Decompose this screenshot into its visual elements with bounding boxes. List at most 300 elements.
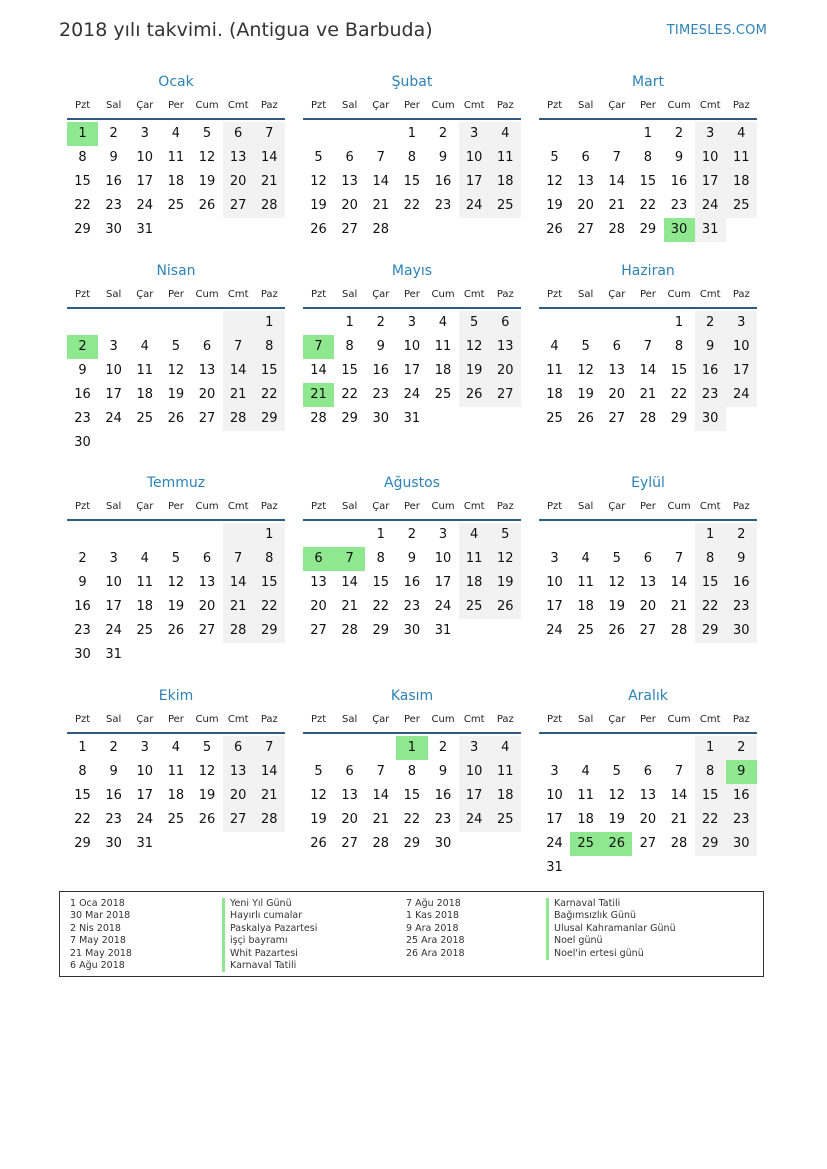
holiday-name: Paskalya Pazartesi <box>222 923 317 935</box>
empty-day-cell <box>334 122 365 146</box>
day-cell: 11 <box>459 547 490 571</box>
day-cell: 15 <box>695 784 726 808</box>
empty-day-cell <box>459 218 490 242</box>
day-cell: 7 <box>376 764 385 779</box>
weekday-label: Per <box>403 714 420 725</box>
day-cell: 11 <box>490 146 521 170</box>
day-cell: 21 <box>223 595 254 619</box>
empty-day-cell <box>539 122 570 146</box>
day-cell: 23 <box>670 198 688 213</box>
empty-day-cell <box>223 311 254 335</box>
day-cell: 24 <box>459 194 490 218</box>
empty-day-cell <box>664 736 695 760</box>
weekday-header <box>67 94 285 120</box>
empty-day-cell <box>67 311 98 335</box>
weekday-label: Per <box>639 100 656 111</box>
empty-day-cell <box>223 431 254 455</box>
day-cell: 3 <box>550 764 559 779</box>
day-cell: 13 <box>223 760 254 784</box>
day-cell: 27 <box>639 623 657 638</box>
day-cell: 4 <box>726 122 757 146</box>
month-block <box>303 259 521 431</box>
site-link[interactable]: TIMESLES.COM <box>666 23 767 38</box>
weekday-label: Pzt <box>310 100 327 111</box>
legend-names-col-1 <box>222 898 317 972</box>
day-cell: 9 <box>78 575 87 590</box>
day-cell: 22 <box>695 808 726 832</box>
day-cell: 10 <box>695 146 726 170</box>
weekday-label: Paz <box>732 501 750 512</box>
day-cell: 18 <box>577 812 594 827</box>
day-cell: 29 <box>74 222 91 237</box>
weekday-label: Pzt <box>74 714 91 725</box>
weekday-label: Cum <box>431 289 455 300</box>
holiday-date: 30 Mar 2018 <box>70 910 131 922</box>
day-cell: 9 <box>726 760 757 784</box>
day-cell: 13 <box>223 146 254 170</box>
week-row <box>303 359 521 383</box>
empty-day-cell <box>303 523 334 547</box>
day-cell: 18 <box>577 599 594 614</box>
day-cell: 2 <box>695 311 726 335</box>
weekday-header <box>67 708 285 734</box>
day-cell: 29 <box>341 411 358 426</box>
day-cell: 24 <box>105 623 122 638</box>
day-cell: 28 <box>608 222 626 237</box>
day-cell: 15 <box>254 359 285 383</box>
day-cell: 29 <box>695 832 726 856</box>
week-row <box>539 383 757 407</box>
empty-day-cell <box>570 523 601 547</box>
day-cell: 8 <box>376 551 385 566</box>
day-cell: 18 <box>726 170 757 194</box>
weekday-label: Paz <box>260 501 278 512</box>
day-cell: 13 <box>577 174 594 189</box>
month-name: Eylül <box>631 475 665 491</box>
week-row <box>67 359 285 383</box>
day-cell: 24 <box>136 198 154 213</box>
day-cell: 7 <box>376 150 385 165</box>
holiday-name: Karnaval Tatili <box>546 898 676 910</box>
day-cell: 10 <box>546 788 563 803</box>
empty-day-cell <box>129 431 160 455</box>
day-cell: 20 <box>223 170 254 194</box>
empty-day-cell <box>254 832 285 856</box>
day-cell: 21 <box>372 812 390 827</box>
day-cell: 23 <box>434 812 452 827</box>
empty-day-cell <box>334 523 365 547</box>
day-cell: 17 <box>136 174 154 189</box>
empty-day-cell <box>192 832 223 856</box>
day-cell: 4 <box>140 339 149 354</box>
weekday-label: Çar <box>608 289 626 300</box>
day-cell: 12 <box>459 335 490 359</box>
day-cell: 18 <box>136 387 154 402</box>
holiday-name: Noel'in ertesi günü <box>546 948 676 960</box>
weekday-label: Çar <box>136 501 154 512</box>
holiday-name: Karnaval Tatili <box>222 960 317 972</box>
empty-day-cell <box>160 218 191 242</box>
legend-names-col-2 <box>546 898 676 960</box>
day-cell: 21 <box>639 387 657 402</box>
day-cell: 15 <box>254 571 285 595</box>
day-cell: 5 <box>314 764 323 779</box>
empty-day-cell <box>601 736 632 760</box>
day-cell: 4 <box>459 523 490 547</box>
day-cell: 6 <box>202 339 212 354</box>
day-cell: 27 <box>577 222 594 237</box>
day-cell: 3 <box>550 551 559 566</box>
week-row <box>67 736 285 760</box>
day-cell: 18 <box>459 571 490 595</box>
empty-day-cell <box>98 523 129 547</box>
week-row <box>67 784 285 808</box>
week-row <box>67 170 285 194</box>
empty-day-cell <box>98 431 129 455</box>
day-cell: 13 <box>341 788 358 803</box>
empty-day-cell <box>459 619 490 643</box>
day-cell: 14 <box>372 788 390 803</box>
day-cell: 22 <box>403 812 421 827</box>
day-cell: 8 <box>78 150 87 165</box>
day-cell: 20 <box>341 812 358 827</box>
day-cell: 11 <box>726 146 757 170</box>
holiday-name: Ulusal Kahramanlar Günü <box>546 923 676 935</box>
empty-day-cell <box>428 218 459 242</box>
day-cell: 21 <box>223 383 254 407</box>
day-cell: 16 <box>726 784 757 808</box>
weekday-label: Paz <box>260 100 278 111</box>
day-cell: 21 <box>670 599 688 614</box>
day-cell: 14 <box>670 575 688 590</box>
day-cell: 25 <box>459 595 490 619</box>
empty-day-cell <box>490 218 521 242</box>
weekday-header <box>539 94 757 120</box>
day-cell: 1 <box>376 527 385 542</box>
day-cell: 23 <box>695 383 726 407</box>
weekday-label: Per <box>639 501 656 512</box>
day-cell: 22 <box>639 198 657 213</box>
day-cell: 8 <box>695 760 726 784</box>
week-row <box>303 595 521 619</box>
day-cell: 5 <box>202 740 212 755</box>
day-cell: 17 <box>459 784 490 808</box>
holiday-date: 7 Ağu 2018 <box>406 898 461 909</box>
day-cell: 25 <box>167 812 185 827</box>
day-cell: 24 <box>434 599 452 614</box>
day-cell: 1 <box>643 126 653 141</box>
month-name: Temmuz <box>146 475 206 491</box>
day-cell: 17 <box>434 575 452 590</box>
day-cell: 19 <box>167 387 185 402</box>
day-cell: 11 <box>136 363 154 378</box>
empty-day-cell <box>254 643 285 667</box>
day-cell: 30 <box>434 836 452 851</box>
weekday-header <box>539 708 757 734</box>
day-cell: 27 <box>341 836 358 851</box>
week-row <box>539 407 757 431</box>
week-row <box>539 146 757 170</box>
weekday-label: Cum <box>195 289 219 300</box>
weekday-label: Per <box>403 501 420 512</box>
day-cell: 19 <box>310 198 327 213</box>
week-row <box>303 760 521 784</box>
day-cell: 23 <box>74 623 91 638</box>
weekday-label: Sal <box>578 100 594 111</box>
day-cell: 29 <box>639 222 657 237</box>
day-cell: 10 <box>459 760 490 784</box>
empty-day-cell <box>664 856 695 880</box>
empty-day-cell <box>539 311 570 335</box>
day-cell: 12 <box>577 363 594 378</box>
month-block <box>303 471 521 643</box>
day-cell: 8 <box>674 339 684 354</box>
day-cell: 22 <box>695 595 726 619</box>
day-cell: 6 <box>345 764 354 779</box>
day-cell: 21 <box>254 170 285 194</box>
weekday-label: Cmt <box>227 100 249 111</box>
day-cell: 22 <box>341 387 358 402</box>
weekday-label: Per <box>639 289 656 300</box>
week-row <box>539 547 757 571</box>
weekday-label: Cum <box>431 714 455 725</box>
day-cell: 31 <box>695 218 726 242</box>
day-cell: 27 <box>223 808 254 832</box>
week-row <box>303 335 521 359</box>
day-cell: 23 <box>74 411 91 426</box>
weekday-label: Çar <box>136 714 154 725</box>
day-cell: 16 <box>74 599 91 614</box>
weekday-label: Per <box>167 714 184 725</box>
day-cell: 15 <box>403 174 421 189</box>
day-cell: 19 <box>198 174 216 189</box>
month-block <box>539 70 757 242</box>
day-cell: 22 <box>254 595 285 619</box>
week-row <box>539 760 757 784</box>
weekday-header <box>539 283 757 309</box>
day-cell: 26 <box>167 623 185 638</box>
day-cell: 16 <box>695 359 726 383</box>
month-name: Ekim <box>158 688 194 704</box>
day-cell: 2 <box>726 736 757 760</box>
day-cell: 16 <box>434 788 452 803</box>
day-cell: 23 <box>372 387 390 402</box>
weekday-label: Cmt <box>463 100 485 111</box>
weekday-label: Pzt <box>546 289 563 300</box>
week-row <box>67 619 285 643</box>
day-cell: 5 <box>581 339 590 354</box>
empty-day-cell <box>160 311 191 335</box>
day-cell: 31 <box>136 222 154 237</box>
day-cell: 3 <box>407 315 417 330</box>
day-cell: 4 <box>581 551 590 566</box>
day-cell: 5 <box>550 150 559 165</box>
weekday-label: Cum <box>667 289 691 300</box>
day-cell: 26 <box>546 222 563 237</box>
day-cell: 2 <box>407 527 417 542</box>
day-cell: 21 <box>254 784 285 808</box>
empty-day-cell <box>664 523 695 547</box>
day-cell: 15 <box>670 363 688 378</box>
day-cell: 7 <box>303 335 334 359</box>
weekday-label: Cum <box>667 501 691 512</box>
day-cell: 16 <box>105 174 122 189</box>
empty-day-cell <box>160 832 191 856</box>
empty-day-cell <box>254 431 285 455</box>
day-cell: 17 <box>459 170 490 194</box>
empty-day-cell <box>223 832 254 856</box>
day-cell: 15 <box>372 575 390 590</box>
day-cell: 17 <box>136 788 154 803</box>
holiday-name: Noel günü <box>546 935 676 947</box>
day-cell: 7 <box>223 547 254 571</box>
day-cell: 2 <box>674 126 684 141</box>
day-cell: 8 <box>345 339 354 354</box>
day-cell: 21 <box>303 383 334 407</box>
day-cell: 5 <box>612 764 621 779</box>
day-cell: 8 <box>695 547 726 571</box>
holiday-date: 7 May 2018 <box>70 935 126 947</box>
day-cell: 4 <box>490 122 521 146</box>
day-cell: 29 <box>74 836 91 851</box>
week-row <box>539 832 757 856</box>
day-cell: 25 <box>546 411 563 426</box>
day-cell: 13 <box>341 174 358 189</box>
day-cell: 11 <box>490 760 521 784</box>
weekday-label: Sal <box>106 501 122 512</box>
week-row <box>303 122 521 146</box>
day-cell: 14 <box>639 363 657 378</box>
day-cell: 20 <box>639 599 657 614</box>
weekday-header <box>539 495 757 521</box>
weekday-label: Sal <box>578 501 594 512</box>
month-block <box>67 70 285 242</box>
empty-day-cell <box>459 407 490 431</box>
day-cell: 2 <box>67 335 98 359</box>
holiday-date: 1 Kas 2018 <box>406 910 460 922</box>
month-name: Nisan <box>156 263 196 279</box>
day-cell: 11 <box>546 363 563 378</box>
holiday-date: 6 Ağu 2018 <box>70 959 125 971</box>
day-cell: 24 <box>546 623 563 638</box>
week-row <box>67 832 285 856</box>
empty-day-cell <box>303 122 334 146</box>
empty-day-cell <box>726 218 757 242</box>
day-cell: 31 <box>403 411 421 426</box>
week-row <box>67 595 285 619</box>
empty-day-cell <box>632 523 663 547</box>
empty-day-cell <box>254 218 285 242</box>
day-cell: 18 <box>490 170 521 194</box>
week-row <box>539 218 757 242</box>
day-cell: 6 <box>490 311 521 335</box>
empty-day-cell <box>726 856 757 880</box>
weekday-label: Pzt <box>74 100 91 111</box>
day-cell: 10 <box>726 335 757 359</box>
day-cell: 6 <box>643 764 653 779</box>
week-row <box>539 122 757 146</box>
day-cell: 15 <box>74 788 91 803</box>
day-cell: 9 <box>695 335 726 359</box>
week-row <box>303 407 521 431</box>
day-cell: 24 <box>105 411 122 426</box>
weekday-label: Çar <box>608 501 626 512</box>
day-cell: 16 <box>670 174 688 189</box>
day-cell: 4 <box>140 551 149 566</box>
day-cell: 3 <box>459 122 490 146</box>
month-name: Şubat <box>391 74 433 90</box>
weekday-label: Paz <box>496 501 514 512</box>
week-row <box>539 736 757 760</box>
day-cell: 12 <box>310 174 327 189</box>
weekday-label: Sal <box>342 289 358 300</box>
empty-day-cell <box>303 736 334 760</box>
day-cell: 6 <box>223 736 254 760</box>
empty-day-cell <box>98 311 129 335</box>
day-cell: 17 <box>546 599 563 614</box>
day-cell: 28 <box>670 623 688 638</box>
weekday-label: Cmt <box>699 289 721 300</box>
day-cell: 27 <box>608 411 626 426</box>
day-cell: 12 <box>167 575 185 590</box>
weekday-label: Cmt <box>699 501 721 512</box>
day-cell: 25 <box>726 194 757 218</box>
day-cell: 25 <box>136 411 154 426</box>
day-cell: 23 <box>434 198 452 213</box>
week-row <box>303 619 521 643</box>
weekday-label: Per <box>403 100 420 111</box>
weekday-label: Cmt <box>699 100 721 111</box>
week-row <box>539 523 757 547</box>
day-cell: 3 <box>140 126 149 141</box>
weekday-label: Çar <box>372 289 390 300</box>
month-name: Ocak <box>158 74 194 90</box>
day-cell: 28 <box>341 623 358 638</box>
day-cell: 18 <box>136 599 154 614</box>
day-cell: 29 <box>254 619 285 643</box>
day-cell: 23 <box>403 599 421 614</box>
holiday-date: 1 Oca 2018 <box>70 898 125 909</box>
day-cell: 23 <box>726 595 757 619</box>
day-cell: 7 <box>223 335 254 359</box>
weekday-label: Sal <box>106 714 122 725</box>
day-cell: 31 <box>434 623 452 638</box>
day-cell: 6 <box>581 150 590 165</box>
day-cell: 25 <box>577 623 594 638</box>
week-row <box>303 832 521 856</box>
week-row <box>67 146 285 170</box>
day-cell: 1 <box>78 740 87 755</box>
day-cell: 17 <box>105 599 122 614</box>
day-cell: 23 <box>726 808 757 832</box>
day-cell: 1 <box>407 126 417 141</box>
day-cell: 3 <box>459 736 490 760</box>
day-cell: 26 <box>601 832 632 856</box>
week-row <box>539 784 757 808</box>
day-cell: 26 <box>608 623 626 638</box>
day-cell: 3 <box>438 527 448 542</box>
empty-day-cell <box>334 736 365 760</box>
empty-day-cell <box>695 856 726 880</box>
day-cell: 14 <box>608 174 626 189</box>
holiday-date: 25 Ara 2018 <box>406 935 465 947</box>
day-cell: 30 <box>105 836 122 851</box>
week-row <box>67 431 285 455</box>
empty-day-cell <box>490 407 521 431</box>
day-cell: 14 <box>223 359 254 383</box>
day-cell: 14 <box>372 174 390 189</box>
month-block <box>539 259 757 431</box>
